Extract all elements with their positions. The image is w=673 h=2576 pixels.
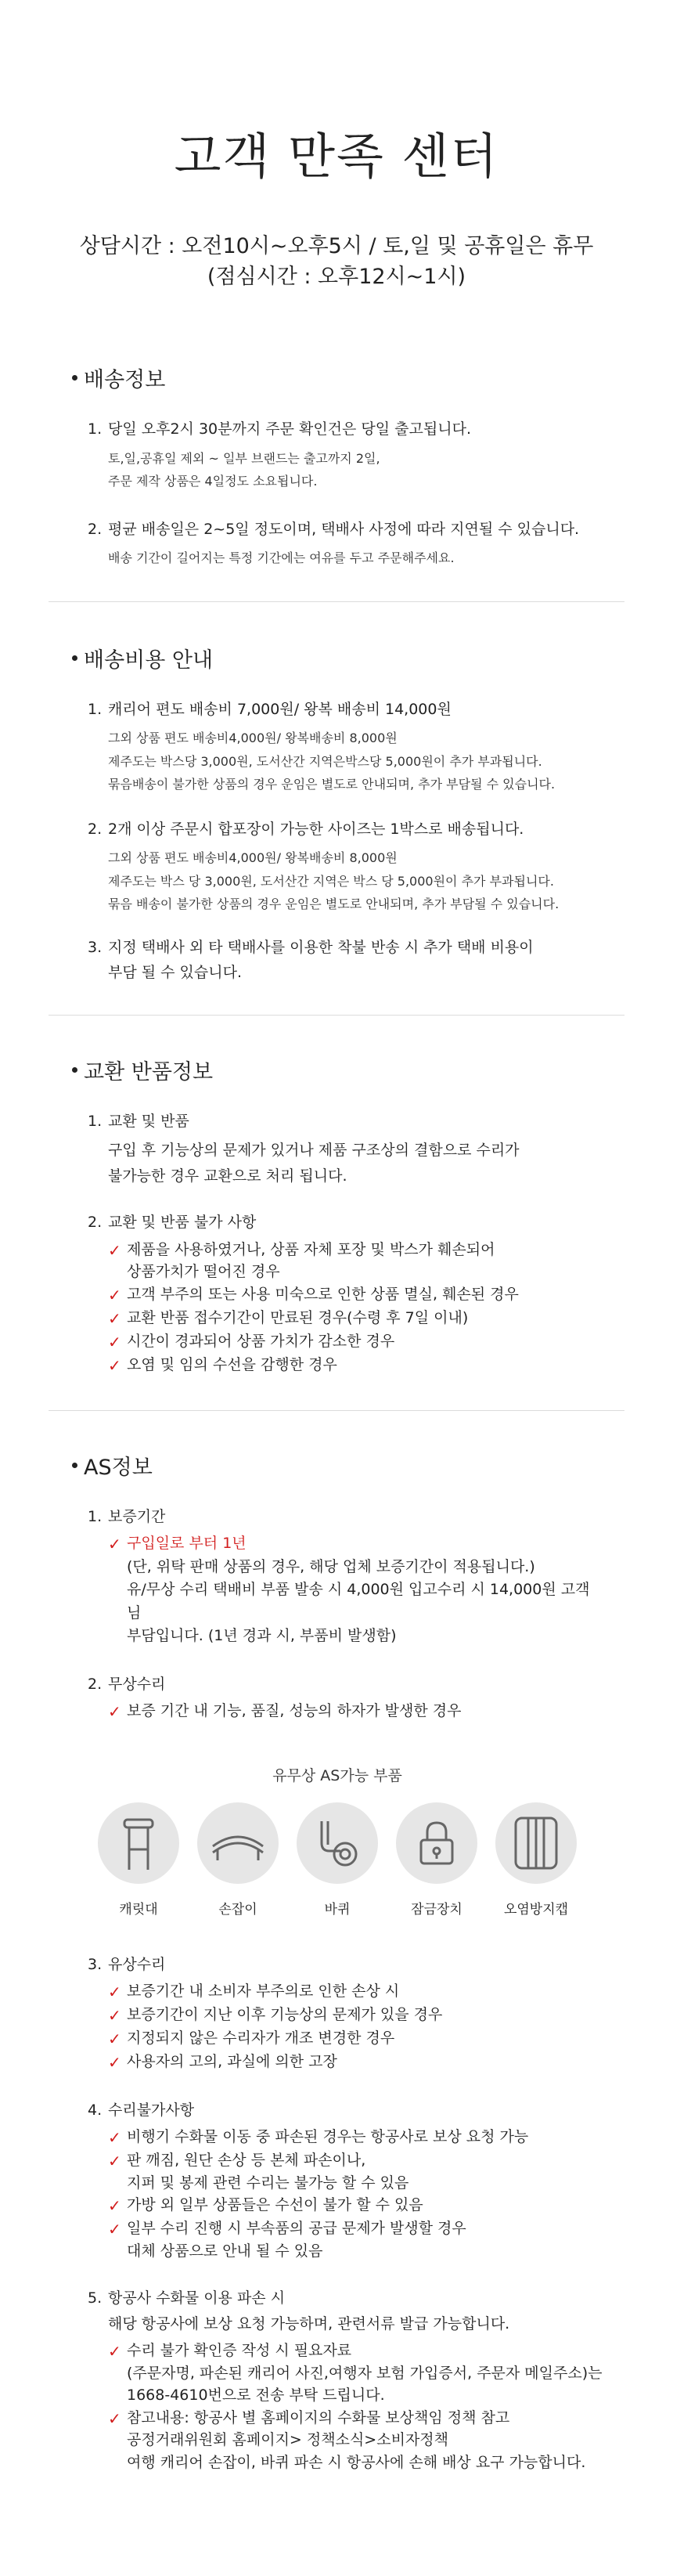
wheel-icon <box>297 1802 378 1884</box>
lock-icon <box>396 1802 477 1884</box>
checkmark-icon: ✓ <box>108 1701 121 1721</box>
checkmark-icon: ✓ <box>108 1355 121 1375</box>
check-text: 제품을 사용하였거나, 상품 자체 포장 및 박스가 훼손되어 <box>127 1240 495 1258</box>
item-number: 2. <box>88 1214 103 1232</box>
item-detail: 구입 후 기능상의 문제가 있거나 제품 구조상의 결함으로 수리가 <box>108 1141 520 1159</box>
check-item <box>108 2407 603 2474</box>
bullet-icon <box>72 1463 77 1468</box>
item-detail: 그외 상품 편도 배송비4,000원/ 왕복배송비 8,000원 <box>108 850 398 866</box>
shipping-info-section <box>72 363 603 569</box>
check-item <box>108 1239 603 1283</box>
item-heading: 교환 및 반품 불가 사항 <box>108 1214 257 1232</box>
bullet-icon <box>72 1067 77 1073</box>
part-label: 손잡이 <box>218 1901 257 1918</box>
item-number: 3. <box>88 938 103 956</box>
check-text: 상품가치가 떨어진 경우 <box>127 1263 280 1280</box>
part-item <box>197 1802 279 1918</box>
check-text: 참고내용: 항공사 별 홈페이지의 수화물 보상책임 정책 참고 <box>127 2408 510 2426</box>
check-text: (주문자명, 파손된 캐리어 사진,여행자 보험 가입증서, 주문자 메일주소)는 <box>127 2364 603 2382</box>
check-item <box>108 1354 603 1377</box>
item-heading: 2개 이상 주문시 합포장이 가능한 사이즈는 1박스로 배송됩니다. <box>108 820 524 838</box>
check-item <box>108 2217 603 2262</box>
business-hours <box>0 231 673 292</box>
list-item <box>88 1109 603 1189</box>
item-detail: (단, 위탁 판매 상품의 경우, 해당 업체 보증기간이 적용됩니다.) <box>127 1557 535 1575</box>
checkmark-icon: ✓ <box>108 1308 121 1328</box>
check-text: 일부 수리 진행 시 부속품의 공급 문제가 발생할 경우 <box>127 2220 466 2238</box>
check-text: 수리 불가 확인증 작성 시 필요자료 <box>127 2342 352 2360</box>
checkmark-icon: ✓ <box>108 2152 121 2171</box>
checkmark-icon: ✓ <box>108 2029 121 2049</box>
checkmark-icon: ✓ <box>108 1983 121 2002</box>
check-text: 시간이 경과되어 상품 가치가 감소한 경우 <box>127 1332 395 1350</box>
section-title-text: 배송정보 <box>84 368 166 393</box>
check-item <box>108 2027 603 2051</box>
item-detail: 묶음배송이 불가한 상품의 경우 운임은 별도로 안내되며, 추가 부담될 수 있습니다. <box>108 777 556 792</box>
checkmark-icon: ✓ <box>108 2196 121 2216</box>
check-item <box>108 1700 603 1723</box>
item-number: 1. <box>88 1507 103 1525</box>
bullet-icon <box>72 655 77 661</box>
check-text: 보증기간 내 소비자 부주의로 인한 손상 시 <box>127 1983 400 2001</box>
check-text: 1668-4610번으로 전송 부탁 드립니다. <box>127 2387 385 2405</box>
trolley-handle-icon <box>98 1802 179 1884</box>
section-title <box>72 363 603 393</box>
check-item <box>108 1307 603 1330</box>
item-heading: 항공사 수화물 이용 파손 시 <box>108 2289 286 2307</box>
check-item <box>108 1980 603 2004</box>
list-item <box>88 1952 603 2074</box>
check-text: 지정되지 않은 수리자가 개조 변경한 경우 <box>127 2029 395 2047</box>
item-heading: 유상수리 <box>108 1955 166 1973</box>
page-title: 고객 만족 센터 <box>174 128 499 185</box>
warranty-period <box>108 1532 603 1556</box>
item-detail: 불가능한 경우 교환으로 처리 됩니다. <box>108 1167 347 1185</box>
check-text: 보증 기간 내 기능, 품질, 성능의 하자가 발생한 경우 <box>127 1701 462 1719</box>
part-item <box>396 1802 477 1918</box>
item-detail: 제주도는 박스 당 3,000원, 도서산간 지역은 박스 당 5,000원이 추가 부과됩니다. <box>108 873 554 889</box>
page-header <box>0 0 673 292</box>
part-label: 오염방지캡 <box>503 1901 569 1918</box>
section-title-text: AS정보 <box>84 1455 153 1480</box>
check-text: 보증기간이 지난 이후 기능상의 문제가 있을 경우 <box>127 2006 443 2024</box>
bullet-icon <box>72 375 77 381</box>
list-item <box>88 697 603 796</box>
item-number: 1. <box>88 420 103 438</box>
item-detail: 토,일,공휴일 제외 ~ 일부 브랜드는 출고까지 2일, <box>108 450 380 466</box>
item-heading: 지정 택배사 외 타 택배사를 이용한 착불 반송 시 추가 택배 비용이 <box>108 938 534 956</box>
item-heading: 평균 배송일은 2~5일 정도이며, 택배사 사정에 따라 지연될 수 있습니다. <box>108 520 580 538</box>
check-text: 구입일로 부터 1년 <box>127 1534 247 1552</box>
list-item <box>88 417 603 492</box>
section-divider <box>49 1015 624 1016</box>
check-text: 지퍼 및 봉제 관련 수리는 불가능 할 수 있음 <box>127 2174 409 2192</box>
item-number: 1. <box>88 1113 103 1131</box>
item-heading: 무상수리 <box>108 1675 166 1693</box>
check-text: 여행 캐리어 손잡이, 바퀴 파손 시 항공사에 손해 배상 요구 가능합니다. <box>127 2453 586 2471</box>
checkmark-icon: ✓ <box>108 2408 121 2428</box>
item-number: 2. <box>88 520 103 538</box>
item-heading: 부담 될 수 있습니다. <box>108 964 242 982</box>
item-detail: 주문 제작 상품은 4일정도 소요됩니다. <box>108 474 318 489</box>
part-label: 바퀴 <box>324 1901 351 1918</box>
check-item <box>108 2340 603 2407</box>
list-item <box>88 2098 603 2262</box>
item-detail: 묶음 배송이 불가한 상품의 경우 운임은 별도로 안내되며, 추가 부담될 수 있습니다. <box>108 897 560 912</box>
part-label: 캐릿대 <box>119 1901 158 1918</box>
section-divider <box>49 1410 624 1411</box>
shipping-cost-section <box>72 643 603 986</box>
item-heading: 교환 및 반품 <box>108 1113 189 1131</box>
hours-line: 상담시간 : 오전10시~오후5시 / 토,일 및 공휴일은 휴무 <box>79 234 594 258</box>
item-heading: 당일 오후2시 30분까지 주문 확인건은 당일 출고됩니다. <box>108 420 471 438</box>
part-label: 잠금장치 <box>411 1901 462 1918</box>
checkmark-icon: ✓ <box>108 2128 121 2148</box>
check-item <box>108 2126 603 2149</box>
check-text: 판 깨짐, 원단 손상 등 본체 파손이나, <box>127 2152 366 2170</box>
item-heading: 캐리어 편도 배송비 7,000원/ 왕복 배송비 14,000원 <box>108 700 452 718</box>
item-number: 4. <box>88 2102 103 2120</box>
item-number: 1. <box>88 700 103 718</box>
checkmark-icon: ✓ <box>108 2053 121 2073</box>
checkmark-icon: ✓ <box>108 1332 121 1351</box>
check-item <box>108 2004 603 2027</box>
part-item <box>98 1802 179 1918</box>
list-item <box>88 1504 603 1648</box>
item-number: 2. <box>88 820 103 838</box>
section-title <box>72 1450 603 1481</box>
check-item <box>108 2149 603 2194</box>
as-parts-title: 유무상 AS가능 부품 <box>272 1766 402 1784</box>
part-item <box>495 1802 577 1918</box>
item-detail: 그외 상품 편도 배송비4,000원/ 왕복배송비 8,000원 <box>108 730 398 745</box>
as-parts-list <box>98 1802 577 1918</box>
item-number: 3. <box>88 1955 103 1973</box>
list-item <box>88 1210 603 1376</box>
list-item <box>88 935 603 986</box>
item-detail: 배송 기간이 길어지는 특정 기간에는 여유를 두고 주문해주세요. <box>108 550 455 566</box>
check-text: 가방 외 일부 상품들은 수선이 불가 할 수 있음 <box>127 2196 423 2214</box>
section-title-text: 배송비용 안내 <box>84 648 214 673</box>
checkmark-icon: ✓ <box>108 1240 121 1260</box>
section-title <box>72 643 603 673</box>
check-text: 교환 반품 접수기간이 만료된 경우(수령 후 7일 이내) <box>127 1308 469 1326</box>
checkmark-icon: ✓ <box>108 2220 121 2239</box>
checkmark-icon: ✓ <box>108 1534 121 1553</box>
check-item <box>108 1330 603 1354</box>
checkmark-icon: ✓ <box>108 1285 121 1304</box>
part-item <box>297 1802 378 1918</box>
item-heading: 보증기간 <box>108 1507 166 1525</box>
check-item <box>108 2194 603 2217</box>
carry-handle-icon <box>197 1802 279 1884</box>
section-divider <box>49 601 624 602</box>
exchange-return-section <box>72 1055 603 1376</box>
item-detail: 유/무상 수리 택배비 부품 발송 시 4,000원 입고수리 시 14,000원 고객님 <box>127 1581 590 1622</box>
check-item <box>108 1283 603 1307</box>
list-item <box>88 2286 603 2473</box>
check-text: 고객 부주의 또는 사용 미숙으로 인한 상품 멸실, 훼손된 경우 <box>127 1285 519 1303</box>
section-title <box>72 1055 603 1085</box>
section-title-text: 교환 반품정보 <box>84 1060 214 1085</box>
item-number: 5. <box>88 2289 103 2307</box>
item-heading: 수리불가사항 <box>108 2102 195 2120</box>
check-text: 비행기 수화물 이동 중 파손된 경우는 항공사로 보상 요청 가능 <box>127 2128 529 2146</box>
item-number: 2. <box>88 1675 103 1693</box>
protective-cap-icon <box>495 1802 577 1884</box>
item-heading: 해당 항공사에 보상 요청 가능하며, 관련서류 발급 가능합니다. <box>108 2314 510 2332</box>
check-text: 오염 및 임의 수선을 감행한 경우 <box>127 1355 337 1373</box>
list-item <box>88 517 603 570</box>
check-text: 사용자의 고의, 과실에 의한 고장 <box>127 2053 337 2071</box>
as-info-section <box>72 1450 603 2474</box>
checkmark-icon: ✓ <box>108 2006 121 2026</box>
list-item <box>88 817 603 916</box>
check-text: 대체 상품으로 안내 될 수 있음 <box>127 2242 323 2260</box>
list-item <box>88 1672 603 1723</box>
check-text: 공정거래위원회 홈페이지> 정책소식>소비자정책 <box>127 2431 448 2449</box>
lunch-hours-line: (점심시간 : 오후12시~1시) <box>207 265 466 290</box>
check-item <box>108 2051 603 2074</box>
checkmark-icon: ✓ <box>108 2342 121 2361</box>
item-detail: 제주도는 박스당 3,000원, 도서산간 지역은박스당 5,000원이 추가 부과됩니다. <box>108 753 542 769</box>
item-detail: 부담입니다. (1년 경과 시, 부품비 발생함) <box>127 1627 397 1645</box>
